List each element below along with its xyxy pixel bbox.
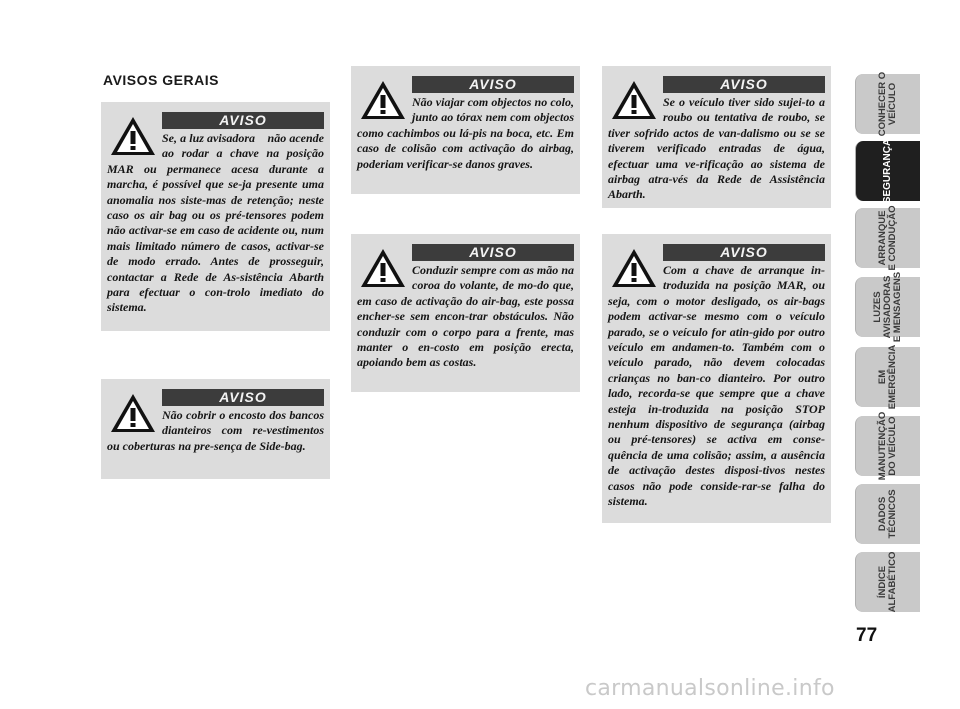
warning-triangle-icon xyxy=(109,391,157,435)
warning-text: Não cobrir o encosto dos bancos dianteiros com re-vestimentos ou coberturas na pre-sença de Side-bag. xyxy=(107,408,324,453)
warning-text: Se o veículo tiver sido sujei-to a roubo ou tentativa de roubo, se tiver sofrido actos de van-dalismo ou se se tiverem verificado entradas de água, efectuar uma ve-rificação ao sistema de airbag atra-vés da Rede de Assistência Abarth. xyxy=(608,95,825,202)
warning-triangle-icon xyxy=(610,78,658,122)
tab-label: CONHECER O VEÍCULO xyxy=(877,71,898,137)
warning-box-steering-wheel xyxy=(351,234,580,392)
section-title: AVISOS GERAIS xyxy=(103,72,219,88)
warning-header: AVISO xyxy=(162,112,324,129)
warning-triangle-icon xyxy=(359,246,407,290)
warning-text: Se, a luz avisadora não acende ao rodar a chave na posição MAR ou permanece acesa durante a marcha, é possível que se-ja presente uma anomalia nos siste-mas de retenção; neste caso os air bag ou os pré-tensores podem não activar-se em caso de acidente ou, num mais limitado número de casos, activar-se de modo errado. Antes de prosseguir, contactar a Rede de As-sistência Abarth para efectuar o con-trolo imediato do sistema. xyxy=(107,131,324,315)
warning-text: Conduzir sempre com as mão na coroa do volante, de mo-do que, em caso de activação do air-bag, este possa encher-se sem encon-trar obstáculos. Não conduzir com o corpo para a frente, mas manter o en-costo em posição erecta, apoiando bem as costas. xyxy=(357,263,574,370)
warning-box-key-mar xyxy=(602,234,831,523)
warning-triangle-icon xyxy=(610,246,658,290)
tab-label: MANUTENÇÃO DO VEÍCULO xyxy=(877,411,898,481)
watermark: carmanualsonline.info xyxy=(585,676,835,701)
tab-label: DADOS TÉCNICOS xyxy=(877,489,898,539)
warning-header: AVISO xyxy=(663,244,825,261)
tab-label: LUZES AVISADORAS E MENSAGENS xyxy=(872,271,903,343)
warning-header: AVISO xyxy=(412,244,574,261)
warning-triangle-icon xyxy=(359,78,407,122)
tab-luzes-avisadoras[interactable] xyxy=(855,271,920,343)
tab-seguranca[interactable] xyxy=(855,138,920,204)
warning-text: Não viajar com objectos no colo, junto ao tórax nem com objectos como cachimbos ou lá-pis na boca, etc. Em caso de colisão com activação do airbag, poderiam verificar-se danos graves. xyxy=(357,95,574,171)
tab-indice-alfabetico[interactable] xyxy=(855,552,920,612)
tab-arranque-e-conducao[interactable] xyxy=(855,205,920,271)
warning-box-airbag-light xyxy=(101,102,330,331)
tab-conhecer-o-veiculo[interactable] xyxy=(855,71,920,137)
warning-header: AVISO xyxy=(162,389,324,406)
tab-label: ARRANQUE E CONDUÇÃO xyxy=(877,205,898,271)
warning-header: AVISO xyxy=(663,76,825,93)
warning-text: Com a chave de arranque in-troduzida na posição MAR, ou seja, com o motor desligado, os air-bags podem activar-se mesmo com o veículo parado, se o veículo for atin-gido por outro veículo em andamen-to. Também com o veículo parado, não devem colocadas crianças no ban-co dianteiro. Por outro lado, recorda-se que sempre que a chave esteja in-troduzida na posição STOP nenhum dispositivo de segurança (airbag ou pré-tensores) se activa em conse-quência de uma colisão; assim, a ausência de activação destes disposi-tivos nestes casos não pode conside-rar-se falha do sistema. xyxy=(608,263,825,509)
tab-em-emergencia[interactable] xyxy=(855,344,920,410)
chapter-tabs xyxy=(855,0,960,709)
page-number: 77 xyxy=(856,625,878,646)
tab-label: SEGURANÇA xyxy=(882,138,893,204)
warning-triangle-icon xyxy=(109,114,157,158)
warning-header: AVISO xyxy=(412,76,574,93)
tab-label: EM EMERGÊNCIA xyxy=(877,344,898,410)
tab-label: ÍNDICE ALFABÉTICO xyxy=(877,551,898,613)
warning-box-seat-covers xyxy=(101,379,330,479)
tab-manutencao-do-veiculo[interactable] xyxy=(855,411,920,481)
tab-dados-tecnicos[interactable] xyxy=(855,484,920,544)
warning-box-theft xyxy=(602,66,831,208)
warning-box-objects-lap xyxy=(351,66,580,194)
